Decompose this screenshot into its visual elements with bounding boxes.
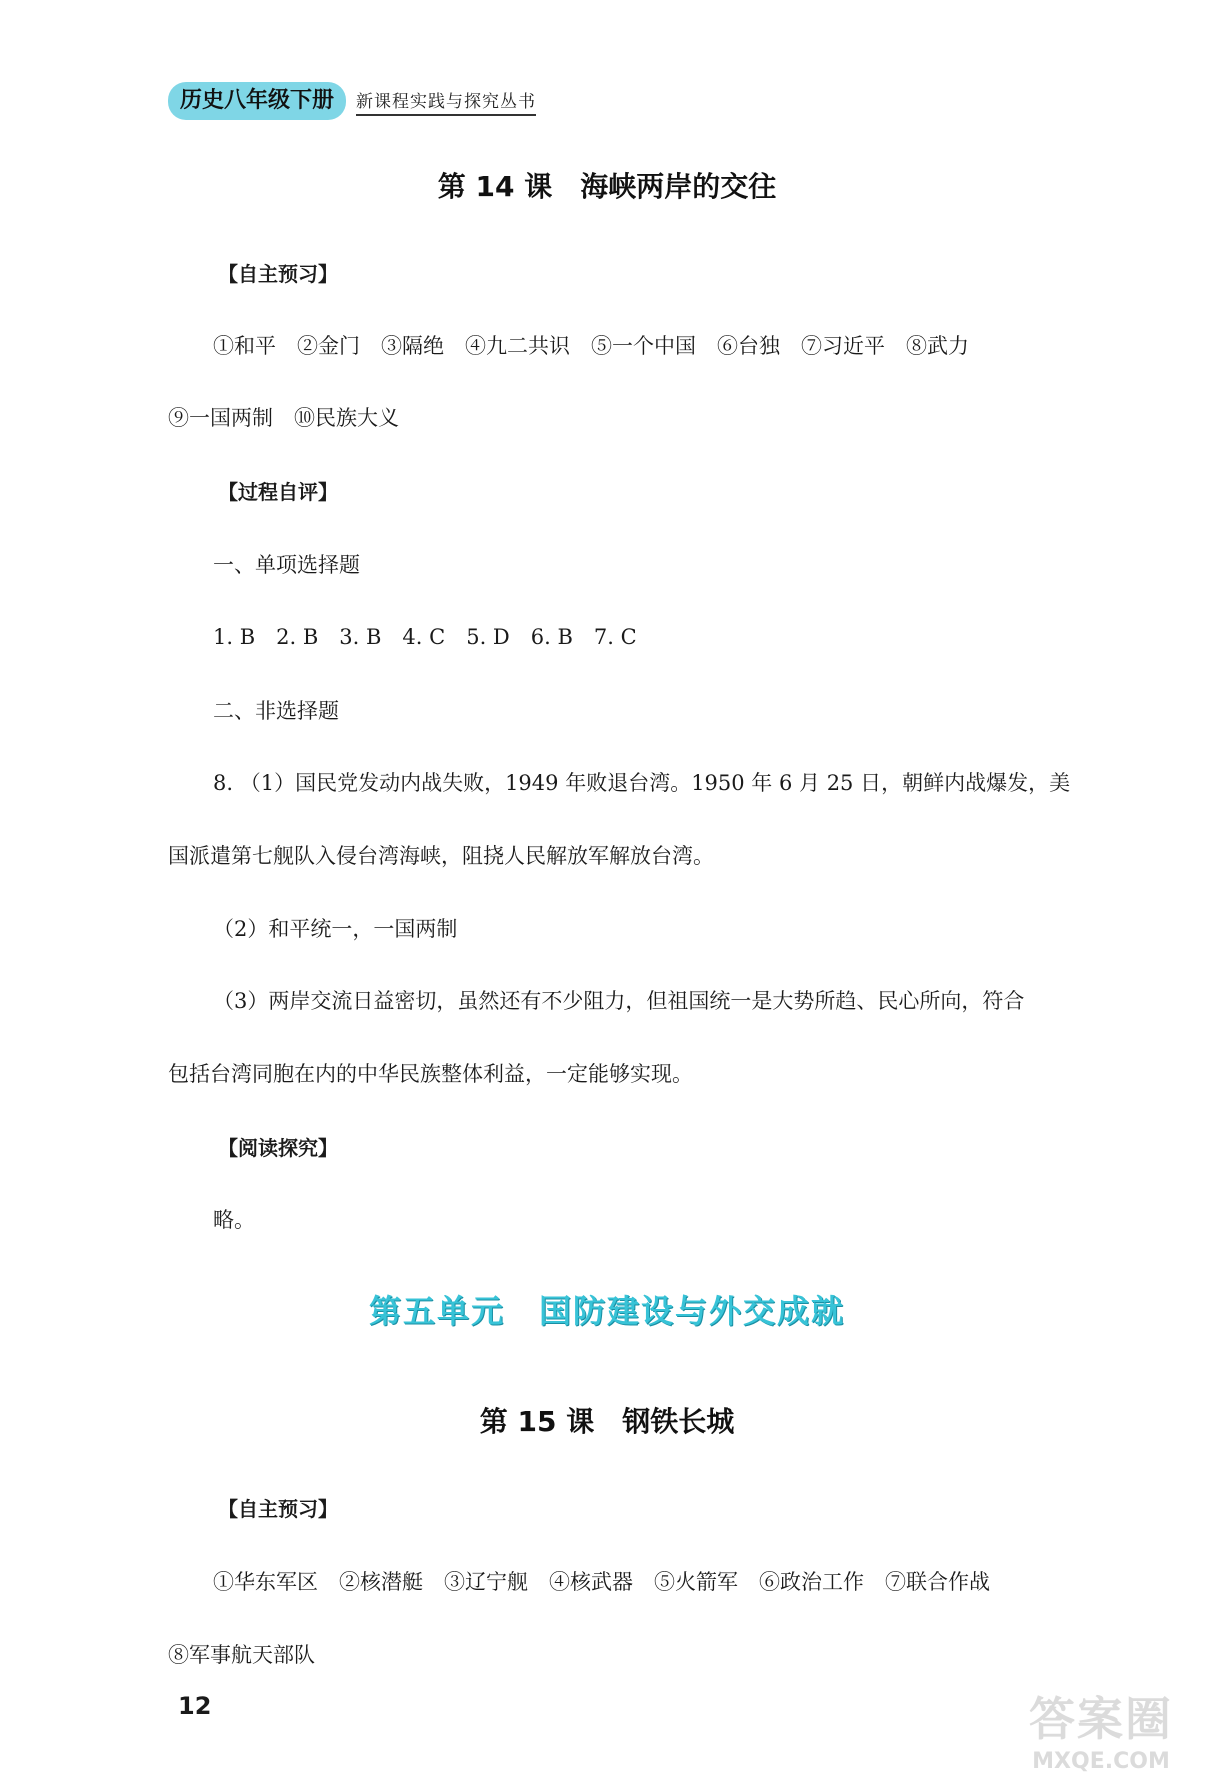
watermark-logo: 答案圈	[1029, 1691, 1173, 1746]
lesson14-review-heading: 【过程自评】	[218, 480, 338, 504]
book-header	[168, 82, 536, 120]
lesson14-preview-line1: ①和平 ②金门 ③隔绝 ④九二共识 ⑤一个中国 ⑥台独 ⑦习近平 ⑧武力	[213, 334, 969, 358]
lesson14-part2-heading: 二、非选择题	[213, 699, 339, 723]
lesson14-q8-1-line1: 8. （1）国民党发动内战失败，1949 年败退台湾。1950 年 6 月 25 日，朝鲜内战爆发，美	[213, 771, 1071, 795]
lesson15-preview-line2: ⑧军事航天部队	[168, 1643, 315, 1667]
header-badge: 历史八年级下册	[168, 82, 346, 120]
lesson14-part1-heading: 一、单项选择题	[213, 553, 360, 577]
lesson14-q8-3-line1: （3）两岸交流日益密切，虽然还有不少阻力，但祖国统一是大势所趋、民心所向，符合	[213, 989, 1025, 1013]
watermark-url: MXQE.COM	[1032, 1748, 1170, 1774]
page-number: 12	[178, 1692, 212, 1720]
lesson15-preview-line1: ①华东军区 ②核潜艇 ③辽宁舰 ④核武器 ⑤火箭军 ⑥政治工作 ⑦联合作战	[213, 1570, 990, 1594]
site-watermark	[1016, 1676, 1186, 1780]
lesson14-part1-answers: 1. B 2. B 3. B 4. C 5. D 6. B 7. C	[213, 625, 637, 649]
lesson14-title: 第 14 课 海峡两岸的交往	[437, 170, 777, 203]
lesson15-preview-heading: 【自主预习】	[218, 1497, 338, 1521]
lesson14-q8-2: （2）和平统一，一国两制	[213, 917, 458, 941]
lesson14-preview-line2: ⑨一国两制 ⑩民族大义	[168, 406, 399, 430]
lesson14-q8-1-line2: 国派遣第七舰队入侵台湾海峡，阻挠人民解放军解放台湾。	[168, 844, 714, 868]
lesson14-reading-answer: 略。	[213, 1208, 255, 1232]
header-series: 新课程实践与探究丛书	[356, 87, 536, 116]
lesson14-reading-heading: 【阅读探究】	[218, 1136, 338, 1160]
lesson14-q8-3-line2: 包括台湾同胞在内的中华民族整体利益，一定能够实现。	[168, 1062, 693, 1086]
lesson14-preview-heading: 【自主预习】	[218, 262, 338, 286]
lesson15-title: 第 15 课 钢铁长城	[479, 1405, 735, 1438]
unit5-title: 第五单元 国防建设与外交成就	[368, 1292, 845, 1330]
